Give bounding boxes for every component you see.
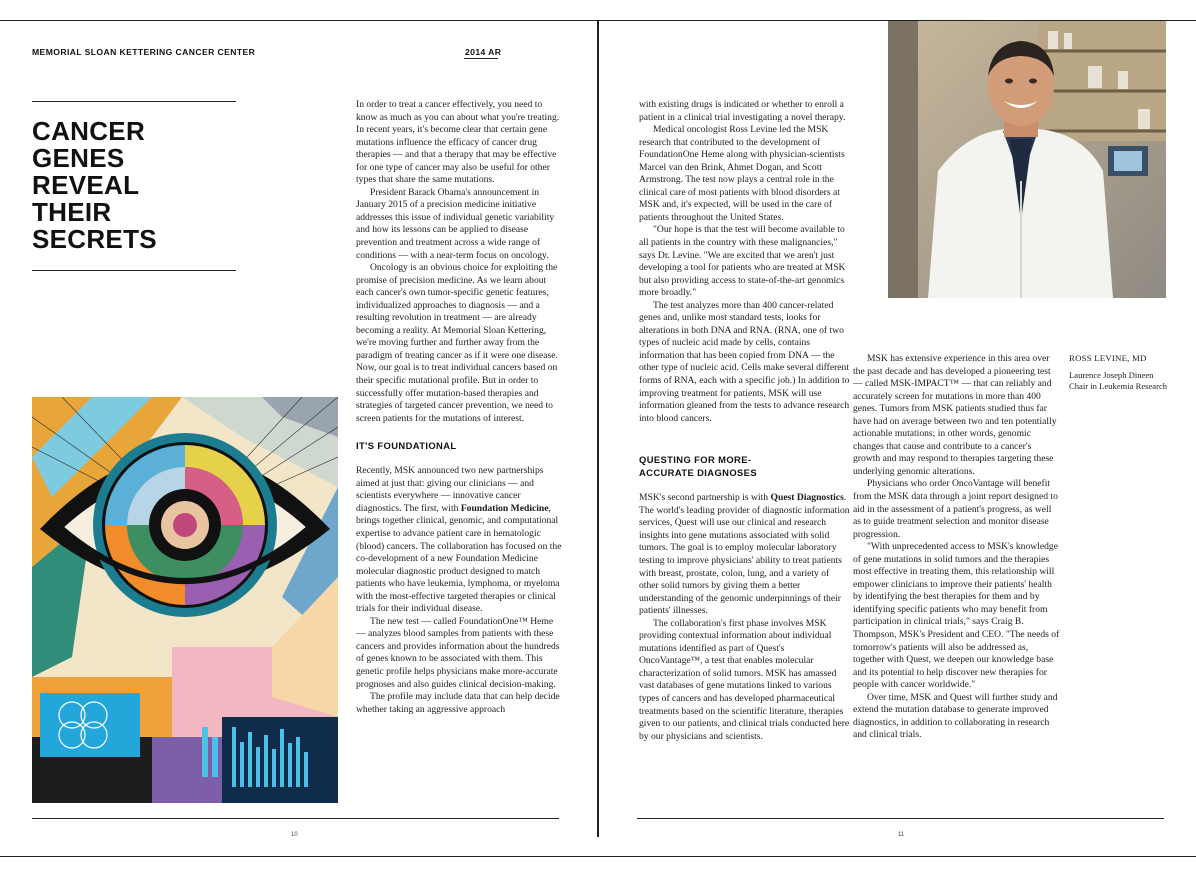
title-line: CANCER bbox=[32, 116, 146, 146]
text-run: , brings together clinical, genomic, and computational expertise to advance patient care in hematologic (blood) cancers. The collaboration has focused on the co-development of a new Foundation Medicine molecular diagnostic product designed to match patients who have leukemia, lymphoma, or myeloma with the most-effective targeted therapies or clinical trials for their individual disease. bbox=[356, 502, 562, 615]
page-number-right: 11 bbox=[898, 832, 905, 838]
eye-illustration bbox=[32, 397, 338, 803]
caption-name: ROSS LEVINE, MD bbox=[1069, 353, 1147, 363]
running-header-org: MEMORIAL SLOAN KETTERING CANCER CENTER bbox=[32, 47, 256, 57]
paragraph: The new test — called FoundationOne™ Heme — analyzes blood samples from patients with these cancers and provides information about the hundreds of genes known to be associated with them. This genetic profile helps physicians make more-accurate prognoses and also guides clinical decision-making. bbox=[356, 615, 560, 690]
caption-title: Laurence Joseph Dineen Chair in Leukemia Research bbox=[1069, 370, 1168, 391]
paragraph: President Barack Obama's announcement in January 2015 of a precision medicine initiative addresses this issue of individual genetic variability and how its lessons can be applied to disease prevention and treatment across a wide range of conditions — with a near-term focus on oncology. bbox=[356, 186, 555, 261]
paragraph: "Our hope is that the test will become available to all patients in the country with these malignancies," says Dr. Levine. "We are excited that we aren't just developing a tool for patients who are treated at MSK but also providing access to state-of-the-art genomics more broadly." bbox=[639, 224, 846, 299]
spine-divider bbox=[597, 20, 599, 837]
body-column-2 bbox=[639, 99, 850, 743]
paragraph: with existing drugs is indicated or whether to enroll a patient in a clinical trial investigating a novel therapy. bbox=[639, 99, 846, 123]
paragraph bbox=[356, 465, 562, 616]
page-number-left: 10 bbox=[291, 832, 298, 838]
paragraph bbox=[639, 492, 850, 617]
partner-name-foundation-medicine: Foundation Medicine bbox=[460, 502, 549, 514]
partner-name-quest-diagnostics: Quest Diagnostics bbox=[770, 492, 844, 504]
title-rule-bottom bbox=[32, 270, 236, 271]
title-rule-top bbox=[32, 101, 236, 102]
portrait-photo-graphic bbox=[888, 21, 1166, 298]
portrait-photo-ross-levine bbox=[888, 21, 1166, 298]
paragraph: MSK has extensive experience in this area over the past decade and has developed a pioneering test — called MSK-IMPACT™ — that can reliably and accurately screen for mutations in more than 400 genes. Tumors from MSK patients studied thus far have had on average between two and ten potentially actionable mutations; in other words, genomic changes that cause and contribute to a cancer's growth and may respond to therapies targeting these underlying genomic alterations. bbox=[853, 353, 1057, 477]
paragraph: The profile may include data that can help decide whether taking an aggressive approach bbox=[356, 691, 560, 715]
title-line: THEIR bbox=[32, 197, 112, 227]
paragraph: The collaboration's first phase involves MSK providing contextual information about individual mutations identified as part of Quest's OncoVantage™, a test that enables molecular characterization of solid tumors. MSK has amassed vast databases of gene mutations linked to various types of cancers and has developed pharmaceutical treatments based on the scientific literature, therapies given to our patients, and clinical trials conducted here by our physicians and scientists. bbox=[639, 617, 850, 742]
title-line: SECRETS bbox=[32, 224, 157, 254]
text-run: . The world's leading provider of diagnostic information services, Quest will use our clinical and research insights into gene mutations associated with solid tumors. The goal is to employ molecular laboratory testing to improve physicians' ability to treat patients with breast, prostate, colon, lung, and a variety of other solid tumors by giving them a better understanding of the genomic underpinnings of their patients' illnesses. bbox=[639, 492, 850, 617]
article-title bbox=[32, 118, 242, 253]
body-column-1 bbox=[356, 99, 562, 716]
body-column-3 bbox=[853, 353, 1060, 742]
paragraph: Oncology is an obvious choice for exploiting the promise of precision medicine. As we learn about each cancer's own tumor-specific genetic features, individualized approaches to diagnosis — and a resulting revolution in treatment — are already becoming a reality. At Memorial Sloan Kettering, we're moving further and further away from the paradigm of treating cancer as if it were one disease. Now, our goal is to treat individual cancers based on their specific mutational profile. But in order to successfully offer mutation-based therapies and strategies of targeted cancer prevention, we need to screen patients for the mutations of interest. bbox=[356, 262, 558, 424]
footer-rule-right bbox=[637, 818, 1164, 819]
paragraph: In order to treat a cancer effectively, you need to know as much as you can about what you're treating. In recent years, it's become clear that certain gene mutations influence the efficacy of cancer drug therapies — and that a therapy that may be effective for one type of cancer may also be useful for other types that share the same mutations. bbox=[356, 99, 560, 186]
paragraph: "With unprecedented access to MSK's knowledge of gene mutations in solid tumors and the therapies most effective in treating them, this relationship will empower clinicians to improve their patients' health by identifying the best therapies for them and by identifying specific patients who may benefit from participation in clinical trials," says Craig B. Thompson, MSK's President and CEO. "The needs of tomorrow's patients will also be addressed as, together with Quest, we deepen our knowledge base and its potential to help discover new therapies for people with cancer worldwide." bbox=[853, 541, 1060, 691]
paragraph: Over time, MSK and Quest will further study and extend the mutation database to generate improved diagnostics, in addition to collaborating in research and clinical trials. bbox=[853, 691, 1058, 741]
footer-rule-left bbox=[32, 818, 559, 819]
bottom-rule-outer bbox=[0, 856, 1196, 857]
text-run: Recently, MSK announced two new partnerships aimed at just that: giving our clinicians — and scientists everywhere — innovative cancer diagnostics. The first, with bbox=[356, 465, 544, 514]
section-heading-foundational: IT'S FOUNDATIONAL bbox=[356, 440, 457, 452]
eye-illustration-graphic bbox=[32, 397, 338, 803]
section-heading-questing: QUESTING FOR MORE-ACCURATE DIAGNOSES bbox=[639, 454, 757, 479]
photo-caption bbox=[1069, 353, 1171, 392]
running-header-report: 2014 AR bbox=[465, 47, 502, 57]
header-rule-right bbox=[464, 58, 498, 59]
text-run: MSK's second partnership is with bbox=[639, 492, 771, 504]
paragraph: Medical oncologist Ross Levine led the MSK research that contributed to the development of FoundationOne Heme along with physician-scientists Marcel van den Brink, Ahmet Dogan, and Scott Armstrong. The test now plays a central role in the clinical care of most patients with blood disorders at MSK and, it's expected, will be used in the care of patients throughout the United States. bbox=[639, 124, 845, 223]
title-line: REVEAL bbox=[32, 170, 140, 200]
title-line: GENES bbox=[32, 143, 125, 173]
paragraph: The test analyzes more than 400 cancer-related genes and, unlike most standard tests, looks for alterations in both DNA and RNA. (RNA, one of two types of nucleic acid made by cells, contains information that has been copied from DNA — the other type of nucleic acid. Cells make several different forms of RNA, each with a specific job.) In addition to improving treatment for patients, MSK will use information gleaned from the tests to advance research into blood cancers. bbox=[639, 299, 850, 424]
paragraph: Physicians who order OncoVantage will benefit from the MSK data through a joint report designed to aid in the assessment of a patient's progress, as well as to guide treatment selection and monitor disease progression. bbox=[853, 478, 1058, 540]
